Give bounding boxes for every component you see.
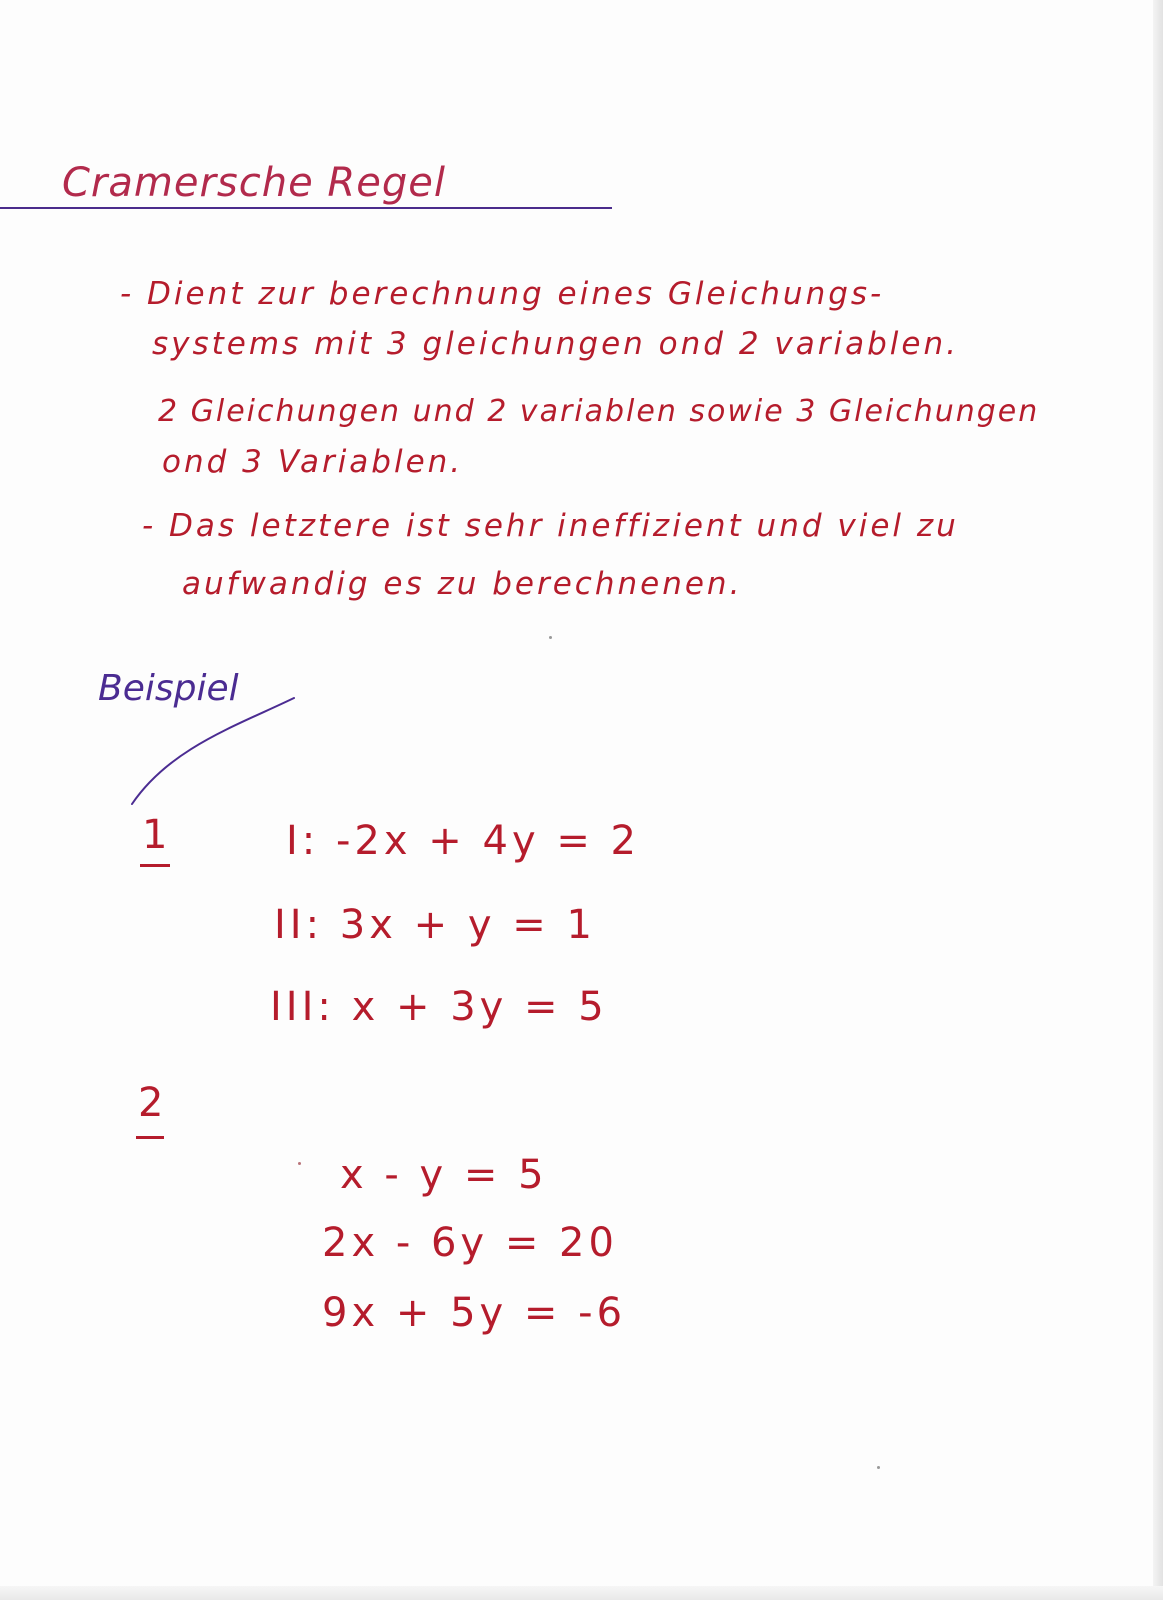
- body-line-4: ond 3 Variablen.: [162, 444, 464, 480]
- page-edge-shadow-bottom: [0, 1586, 1163, 1600]
- system-number-2: 2: [138, 1080, 164, 1126]
- equation-row: II: 3x + y = 1: [274, 902, 596, 948]
- body-line-3: 2 Gleichungen und 2 variablen sowie 3 Gleichungen: [158, 394, 1040, 429]
- equation-row: III: x + 3y = 5: [270, 984, 608, 1030]
- body-line-2: systems mit 3 gleichungen ond 2 variablen.: [152, 326, 959, 362]
- example-heading-slash: [126, 690, 300, 808]
- ink-speck: [549, 636, 552, 639]
- example-heading: Beispiel: [98, 668, 239, 709]
- equation-row: I: -2x + 4y = 2: [286, 818, 641, 864]
- system-number-2-underline: [136, 1136, 164, 1139]
- body-line-5: - Das letztere ist sehr ineffizient und viel zu: [142, 508, 959, 544]
- equation-row: 2x - 6y = 20: [322, 1220, 618, 1266]
- equation-row: x - y = 5: [340, 1152, 548, 1198]
- body-line-6: aufwandig es zu berechnenen.: [182, 566, 743, 602]
- title-underline: [0, 207, 612, 209]
- page-title: Cramersche Regel: [62, 160, 446, 206]
- ink-speck: [877, 1466, 880, 1469]
- body-line-1: - Dient zur berechnung eines Gleichungs-: [120, 276, 885, 312]
- equation-row: 9x + 5y = -6: [322, 1290, 627, 1336]
- page-edge-shadow-right: [1153, 0, 1163, 1600]
- ink-speck: [298, 1162, 301, 1165]
- system-number-1: 1: [142, 812, 168, 858]
- system-number-1-underline: [140, 864, 170, 867]
